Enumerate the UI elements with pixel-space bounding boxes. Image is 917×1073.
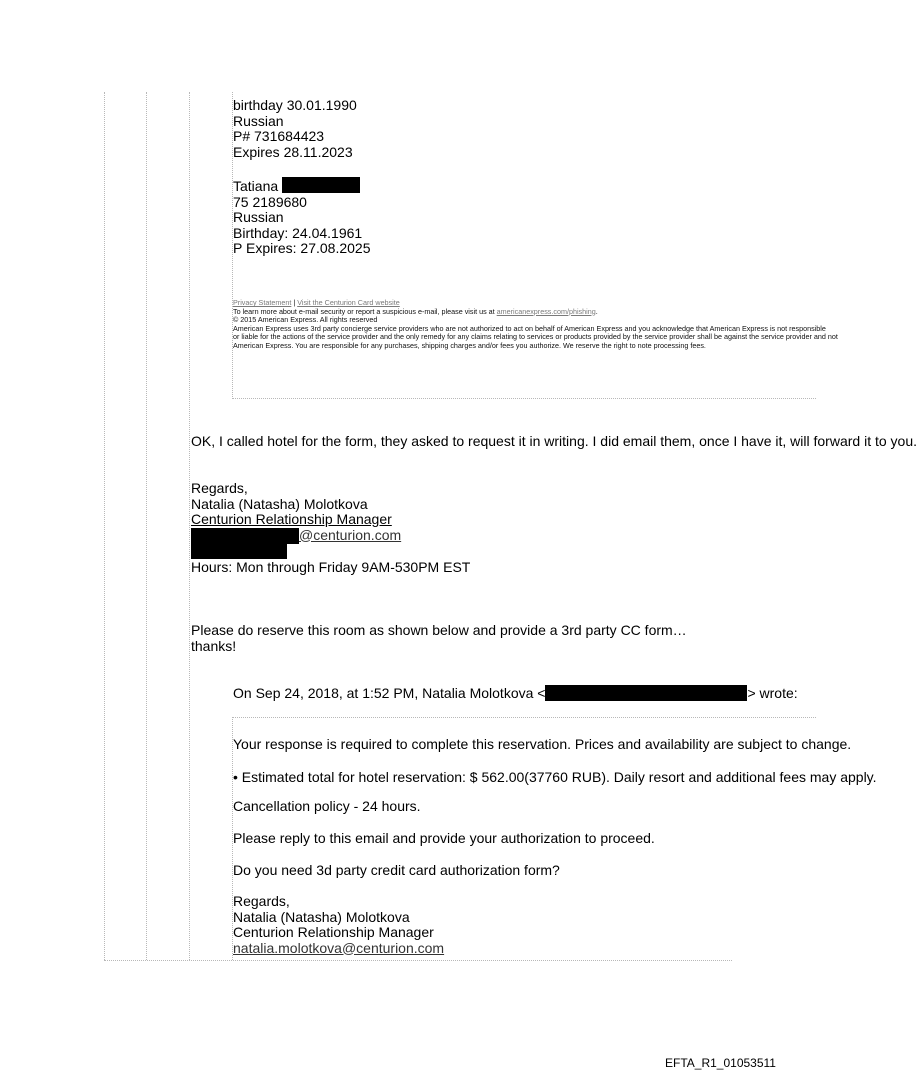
passenger-1-nationality: Russian <box>233 112 284 129</box>
phishing-link[interactable]: americanexpress.com/phishing <box>496 306 596 316</box>
quoted-signature-email-line <box>233 941 444 957</box>
quoted-signature-regards: Regards, <box>233 893 290 909</box>
quote-header-prefix: On Sep 24, 2018, at 1:52 PM, Natalia Molotkova < <box>233 685 546 701</box>
disclaimer-line-2: or liable for the actions of the service provider and the only remedy for any claims relating to services or products provided by the service provider shall be against the service provider and not <box>233 332 838 342</box>
quote-header <box>233 685 798 701</box>
thread-border-level-2 <box>146 92 147 960</box>
quoted-estimate: • Estimated total for hotel reservation: $ 562.00(37760 RUB). Daily resort and additional fees may apply. <box>233 769 877 785</box>
client-message-line-1: Please do reserve this room as shown below and provide a 3rd party CC form… <box>191 622 687 638</box>
quoted-authorization: Please reply to this email and provide your authorization to proceed. <box>233 830 655 846</box>
passenger-1-birthday: birthday 30.01.1990 <box>233 97 357 113</box>
footer-link-separator: | <box>291 298 298 307</box>
signature-1 <box>191 481 470 575</box>
signature-1-regards: Regards, <box>191 480 248 496</box>
security-notice-end: . <box>595 306 598 316</box>
security-notice-text: To learn more about e-mail security or report a suspicious e-mail, please visit us at <box>233 306 497 316</box>
signature-1-title: Centurion Relationship Manager <box>191 511 392 527</box>
passenger-1-passport: P# 731684423 <box>233 128 325 144</box>
passenger-2-expires: P Expires: 27.08.2025 <box>233 240 371 256</box>
signature-1-hours: Hours: Mon through Friday 9AM-530PM EST <box>191 558 471 575</box>
disclaimer-line-3: American Express. You are responsible for any purchases, shipping charges and/or fees you authorize. We reserve the right to note processing fees. <box>233 340 706 350</box>
centurion-website-link[interactable]: Visit the Centurion Card website <box>297 298 400 307</box>
passenger-2-details <box>233 177 371 257</box>
passenger-1-details <box>233 98 357 160</box>
amex-footer <box>233 299 838 351</box>
passenger-2-first-name: Tatiana <box>233 178 279 194</box>
redaction-bar <box>287 528 299 544</box>
passenger-2-name-line <box>233 177 371 195</box>
privacy-statement-link[interactable]: Privacy Statement <box>233 298 292 307</box>
passenger-2-nationality: Russian <box>233 209 284 225</box>
signature-1-email-link[interactable]: @centurion.com <box>299 526 402 543</box>
passenger-2-number: 75 2189680 <box>233 193 307 210</box>
passenger-2-birthday: Birthday: 24.04.1961 <box>233 224 363 241</box>
quote-box-top-border <box>232 717 816 718</box>
signature-1-email-line <box>191 528 470 560</box>
client-message <box>191 623 687 654</box>
passenger-1-expires: Expires 28.11.2023 <box>233 143 353 160</box>
thread-bottom-border <box>104 960 732 961</box>
redaction-bar <box>282 177 360 193</box>
client-message-line-2: thanks! <box>191 637 237 654</box>
thread-border-level-3 <box>189 92 190 960</box>
footer-box-bottom-border <box>232 398 816 399</box>
signature-1-name: Natalia (Natasha) Molotkova <box>191 495 368 512</box>
redaction-bar <box>545 685 747 701</box>
quoted-cancellation: Cancellation policy - 24 hours. <box>233 798 421 814</box>
thread-border-outer <box>104 92 105 960</box>
quote-header-suffix: > wrote: <box>747 685 798 701</box>
reply-message: OK, I called hotel for the form, they asked to request it in writing. I did email them, once I have it, will forward it to you. <box>191 433 917 449</box>
quoted-response-required: Your response is required to complete this reservation. Prices and availability are subject to change. <box>233 736 852 752</box>
quoted-signature-title: Centurion Relationship Manager <box>233 924 434 940</box>
copyright-notice: © 2015 American Express. All rights reserved <box>233 315 378 325</box>
quoted-signature-email-link[interactable]: natalia.molotkova@centurion.com <box>233 939 445 956</box>
disclaimer-line-1: American Express uses 3rd party concierge service providers who are not authorized to act on behalf of American Express and you acknowledge that American Express is not responsible <box>233 323 826 333</box>
redaction-bar <box>191 528 287 559</box>
quoted-signature-name: Natalia (Natasha) Molotkova <box>233 908 410 925</box>
quoted-signature <box>233 894 444 956</box>
document-id: EFTA_R1_01053511 <box>665 1056 776 1070</box>
quoted-question: Do you need 3d party credit card authorization form? <box>233 862 560 878</box>
